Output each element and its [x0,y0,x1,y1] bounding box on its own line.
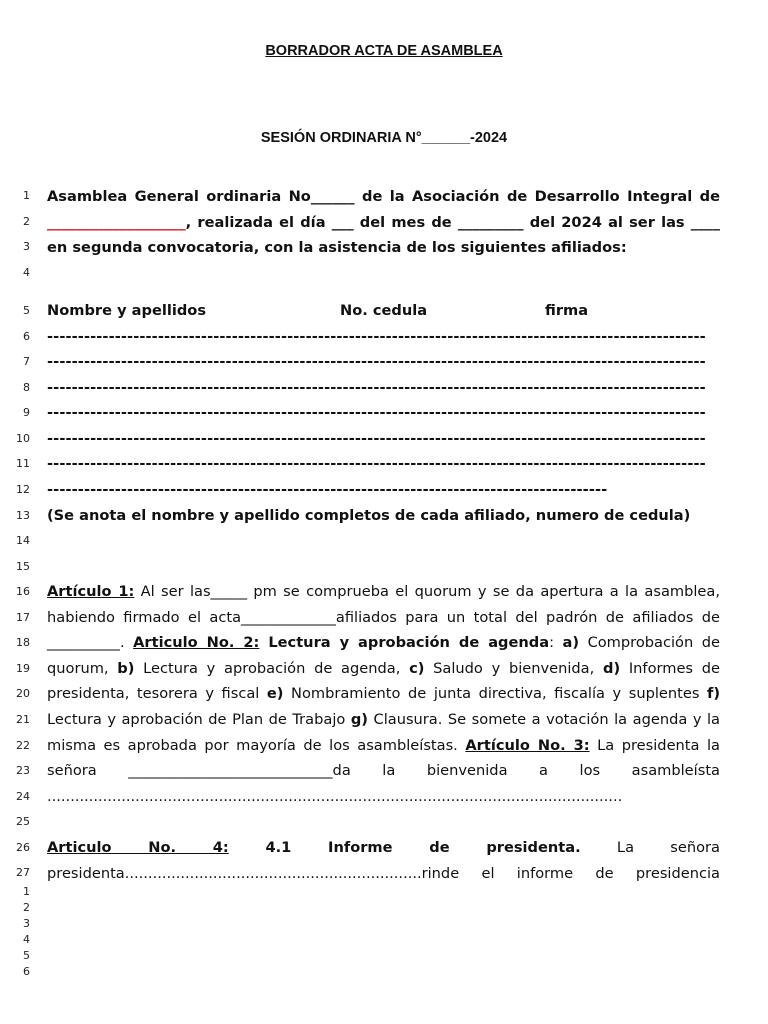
agenda-item-f: f) [706,685,721,703]
line-number: 1 [23,885,30,898]
line-number: 27 [16,866,30,879]
agenda-item-e-text: Nombramiento de junta directiva, fiscalía y suplentes [283,685,707,703]
document-title: BORRADOR ACTA DE ASAMBLEA [265,43,503,59]
line-number: 11 [16,457,30,470]
articles-paragraph [47,579,720,809]
article-2-title: Lectura y aprobación de agenda [259,634,550,652]
attendee-line: ----------------------------------------------------------------------------------------------------------- [47,328,706,345]
article-4-text: La señora presidenta................................................................rinde el informe de presidencia [47,839,720,882]
agenda-item-a: a) [562,634,580,652]
line-number: 26 [16,841,30,854]
line-number: 3 [23,917,30,930]
article-2-colon: : [549,634,563,652]
attendee-line: ----------------------------------------------------------------------------------------------------------- [47,353,706,370]
line-number: 2 [23,215,30,228]
attendee-line: ----------------------------------------------------------------------------------------------------------- [47,430,706,447]
agenda-item-b-text: Lectura y aprobación de agenda, [134,659,410,677]
line-number: 21 [16,713,30,726]
line-number: 3 [23,240,30,253]
line-number: 7 [23,355,30,368]
agenda-item-c-text: Saludo y bienvenida, [424,659,604,677]
article-3-text: La presidenta la señora ____________________________da la bienvenida a los asambleísta ............................................................................................................................ [47,736,720,805]
line-number: 18 [16,636,30,649]
agenda-item-d: d) [603,659,621,677]
line-number: 22 [16,739,30,752]
line-number: 1 [23,189,30,202]
line-number: 20 [16,687,30,700]
line-number: 12 [16,483,30,496]
opening-paragraph [47,184,720,261]
line-number: 4 [23,933,30,946]
article-3-label: Artículo No. 3: [465,736,590,754]
line-number: 6 [23,965,30,978]
line-number: 25 [16,815,30,828]
line-number: 14 [16,534,30,547]
line-number: 24 [16,790,30,803]
article-1-text: Al ser las_____ pm se comprueba el quorum y se da apertura a la asamblea, habiendo firmado el acta_____________afiliados para un total del padrón de afiliados de __________. [47,583,720,652]
signature-column-header: firma [545,302,589,319]
attendee-line-short: ------------------------------------------------------------------------------------------- [47,481,608,498]
opening-text: Asamblea General ordinaria No______ de la Asociación de Desarrollo Integral de [47,188,720,205]
agenda-item-g: g) [350,710,368,728]
article-1-label: Artículo 1: [47,583,135,600]
line-number: 13 [16,509,30,522]
line-number: 19 [16,662,30,675]
agenda-item-g-text: Clausura. Se somete a votación la agenda y la misma es aprobada por mayoría de los asambleístas. [47,710,720,754]
line-number: 4 [23,266,30,279]
line-number: 9 [23,406,30,419]
name-column-header: Nombre y apellidos [47,302,207,319]
attendee-table-header [47,298,720,324]
agenda-item-b: b) [117,659,135,677]
agenda-item-d-text: Informes de presidenta, tesorera y fiscal [47,659,721,703]
agenda-item-f-text: Lectura y aprobación de Plan de Trabajo [47,710,351,728]
session-heading: SESIÓN ORDINARIA N°______-2024 [260,130,508,146]
line-number: 2 [23,901,30,914]
line-number: 15 [16,560,30,573]
agenda-item-a-text: Comprobación de quorum, [47,634,720,677]
attendee-line: ----------------------------------------------------------------------------------------------------------- [47,404,706,421]
line-number: 5 [23,304,30,317]
article-4-label: Articulo No. 4: [47,839,229,856]
association-name-blank: ___________________ [47,213,186,231]
attendee-line: ----------------------------------------------------------------------------------------------------------- [47,455,706,472]
line-number: 6 [23,330,30,343]
agenda-item-e: e) [266,685,284,703]
line-number: 17 [16,611,30,624]
line-number: 10 [16,432,30,445]
attendee-line: ----------------------------------------------------------------------------------------------------------- [47,379,706,396]
line-number: 16 [16,585,30,598]
agenda-item-c: c) [409,659,425,677]
line-number: 23 [16,764,30,777]
opening-text-cont: , realizada el día ___ del mes de _________ del 2024 al ser las ____ en segunda convocatoria, con la asistencia de los siguientes afiliados: [47,213,720,257]
article-4-paragraph [47,835,720,886]
article-4-title: 4.1 Informe de presidenta. [228,839,581,856]
article-2-label: Articulo No. 2: [133,634,260,652]
line-number: 8 [23,381,30,394]
line-number: 5 [23,949,30,962]
attendee-note: (Se anota el nombre y apellido completos de cada afiliado, numero de cedula) [47,507,691,524]
id-column-header: No. cedula [340,302,428,319]
